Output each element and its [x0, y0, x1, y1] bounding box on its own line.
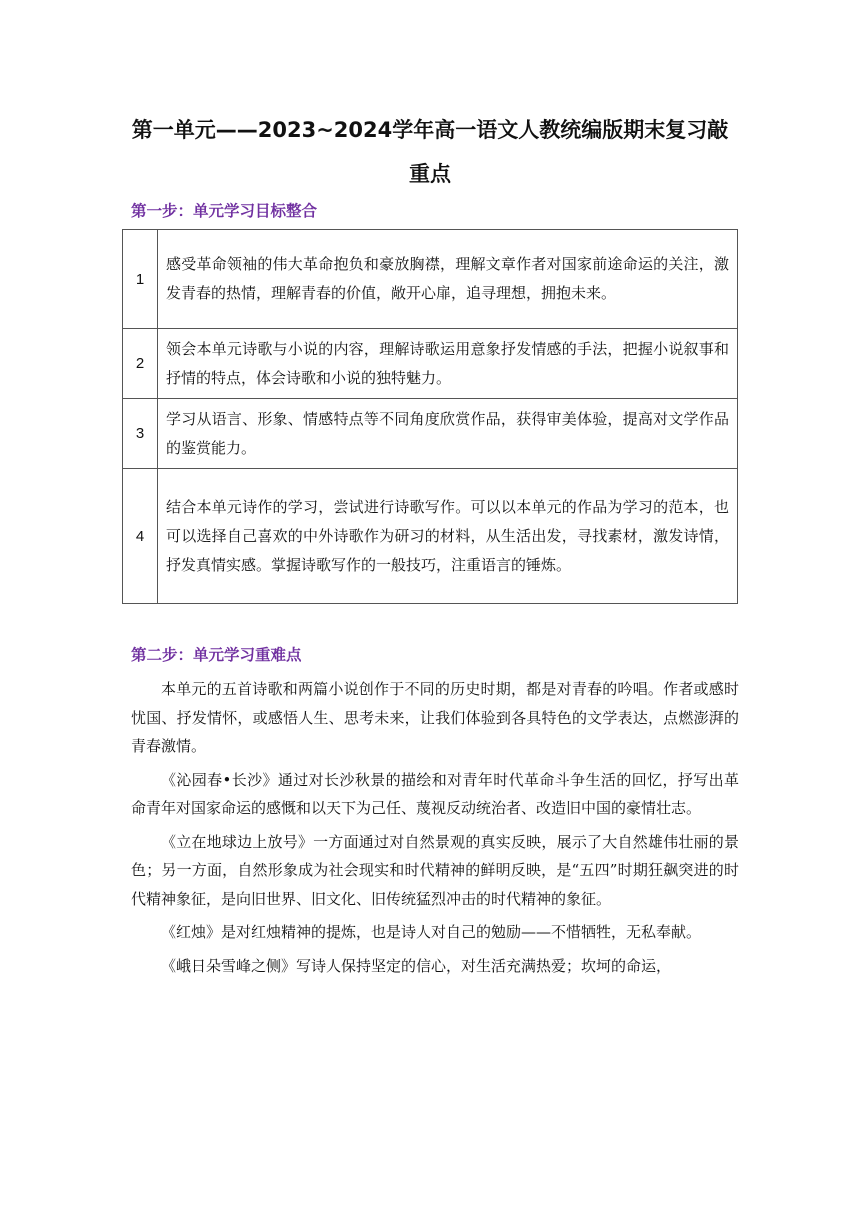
- goal-number: 4: [123, 469, 158, 604]
- body-paragraph: 本单元的五首诗歌和两篇小说创作于不同的历史时期，都是对青春的吟唱。作者或感时忧国、抒发情怀，或感悟人生、思考未来，让我们体验到各具特色的文学表达，点燃澎湃的青春激情。: [131, 680, 739, 755]
- title-line-2: 重点: [409, 162, 451, 186]
- title-line-1: 第一单元——2023~2024学年高一语文人教统编版期末复习敲: [131, 118, 729, 142]
- goals-table: [122, 229, 738, 604]
- goal-text: 领会本单元诗歌与小说的内容，理解诗歌运用意象抒发情感的手法，把握小说叙事和抒情的特点，体会诗歌和小说的独特魅力。: [158, 329, 738, 399]
- step2-heading: 第二步：单元学习重难点: [131, 646, 302, 664]
- goals-row: [123, 469, 738, 604]
- goal-text: 感受革命领袖的伟大革命抱负和豪放胸襟，理解文章作者对国家前途命运的关注，激发青春的热情，理解青春的价值，敞开心扉，追寻理想，拥抱未来。: [158, 230, 738, 329]
- goal-text: 结合本单元诗作的学习，尝试进行诗歌写作。可以以本单元的作品为学习的范本，也可以选择自己喜欢的中外诗歌作为研习的材料，从生活出发，寻找素材，激发诗情，抒发真情实感。掌握诗歌写作的一般技巧，注重语言的锤炼。: [158, 469, 738, 604]
- document-title: [122, 108, 738, 196]
- goal-number: 1: [123, 230, 158, 329]
- goal-number: 2: [123, 329, 158, 399]
- goal-number: 3: [123, 399, 158, 469]
- goals-row: [123, 329, 738, 399]
- body-paragraph: 《立在地球边上放号》一方面通过对自然景观的真实反映，展示了大自然雄伟壮丽的景色；另一方面，自然形象成为社会现实和时代精神的鲜明反映，是“五四”时期狂飙突进的时代精神象征，是向旧世界、旧文化、旧传统猛烈冲击的时代精神的象征。: [131, 832, 739, 908]
- step2-body: [131, 675, 739, 985]
- goals-row: [123, 399, 738, 469]
- body-paragraph: 《峨日朵雪峰之侧》写诗人保持坚定的信心，对生活充满热爱；坎坷的命运，: [161, 956, 672, 975]
- goal-text: 学习从语言、形象、情感特点等不同角度欣赏作品，获得审美体验，提高对文学作品的鉴赏能力。: [158, 399, 738, 469]
- body-paragraph: 《红烛》是对红烛精神的提炼，也是诗人对自己的勉励——不惜牺牲，无私奉献。: [161, 923, 702, 941]
- goals-row: [123, 230, 738, 329]
- body-paragraph: 《沁园春•长沙》通过对长沙秋景的描绘和对青年时代革命斗争生活的回忆，抒写出革命青年对国家命运的感慨和以天下为己任、蔑视反动统治者、改造旧中国的豪情壮志。: [131, 770, 739, 817]
- step1-heading: 第一步：单元学习目标整合: [131, 202, 318, 220]
